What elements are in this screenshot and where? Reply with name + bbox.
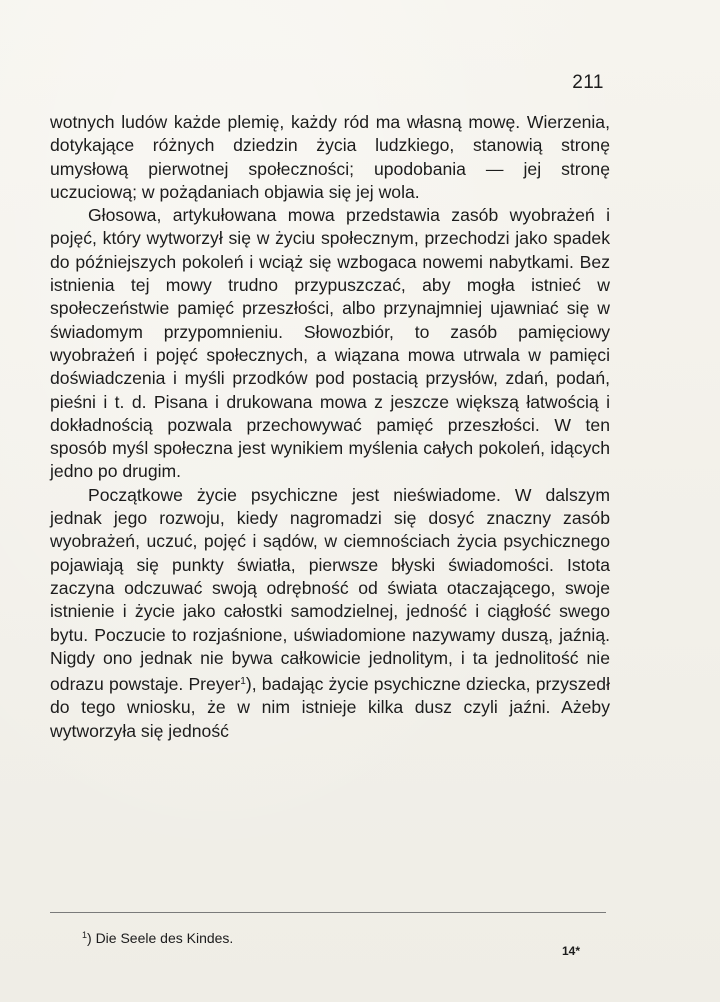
paragraph-psychic-life-tail: ), badając życie psychiczne dziecka, przyszedł do tego wniosku, że w nim istnieje kilka dusz czyli jaźni. Ażeby wytworzyła się jedność xyxy=(50,674,611,741)
printer-signature-mark: 14* xyxy=(562,944,581,958)
footnote-reference: 1 xyxy=(240,676,246,688)
paragraph-psychic-life-text: Początkowe życie psychiczne jest nieświadome. W dalszym jednak jego rozwoju, kiedy nagromadzi się dosyć znaczny zasób wyobrażeń, uczuć, pojęć i sądów, w ciemnościach życia psychicznego pojawiają się punkty światła, pierwsze błyski świadomości. Istota zaczyna odczuwać swoją odrębność od świata otaczającego, swoje istnienie i życie jako całostki samodzielnej, jedność i ciągłość swego bytu. Poczucie to rozjaśnione, uświadomione nazywamy duszą, jaźnią. Nigdy ono jednak nie bywa całkowicie jednolitym, i ta jednolitość nie odrazu powstaje. Preyer xyxy=(50,484,610,695)
page-number: 211 xyxy=(572,72,604,93)
footnote-text: ) Die Seele des Kindes. xyxy=(87,930,234,946)
footnote-marker: 1 xyxy=(82,930,88,940)
paragraph-speech: Głosowa, artykułowana mowa przedstawia zasób wyobrażeń i pojęć, który wytworzył się w życiu społecznym, przechodzi jako spadek do późniejszych pokoleń i wciąż się wzbogaca nowemi nabytkami. Bez istnienia tej mowy trudno przypuszczać, aby mogła istnieć w społeczeństwie pamięć przeszłości, albo przynajmniej ujawniać się w świadomym przypomnieniu. Słowozbiór, to zasób pamięciowy wyobrażeń i pojęć społecznych, a wiązana mowa utrwala w pamięci doświadczenia i myśli przodków pod postacią przysłów, zdań, podań, pieśni i t. d. Pisana i drukowana mowa z jeszcze większą łatwością i dokładnością pozwala przechowywać pamięć przeszłości. W ten sposób myśl społeczna jest wynikiem myślenia całych pokoleń, idących jedno po drugim. xyxy=(50,205,610,482)
paragraph-continuation: wotnych ludów każde plemię, każdy ród ma własną mowę. Wierzenia, dotykające różnych dziedzin życia ludzkiego, stanowią stronę umysłową pierwotnej społeczności; upodobania — jej stronę uczuciową; w pożądaniach objawia się jej wola. xyxy=(50,112,610,202)
footnote xyxy=(82,926,233,947)
footnote-divider xyxy=(50,912,606,913)
body-text xyxy=(50,111,610,743)
paragraph-psychic-life xyxy=(50,484,610,743)
